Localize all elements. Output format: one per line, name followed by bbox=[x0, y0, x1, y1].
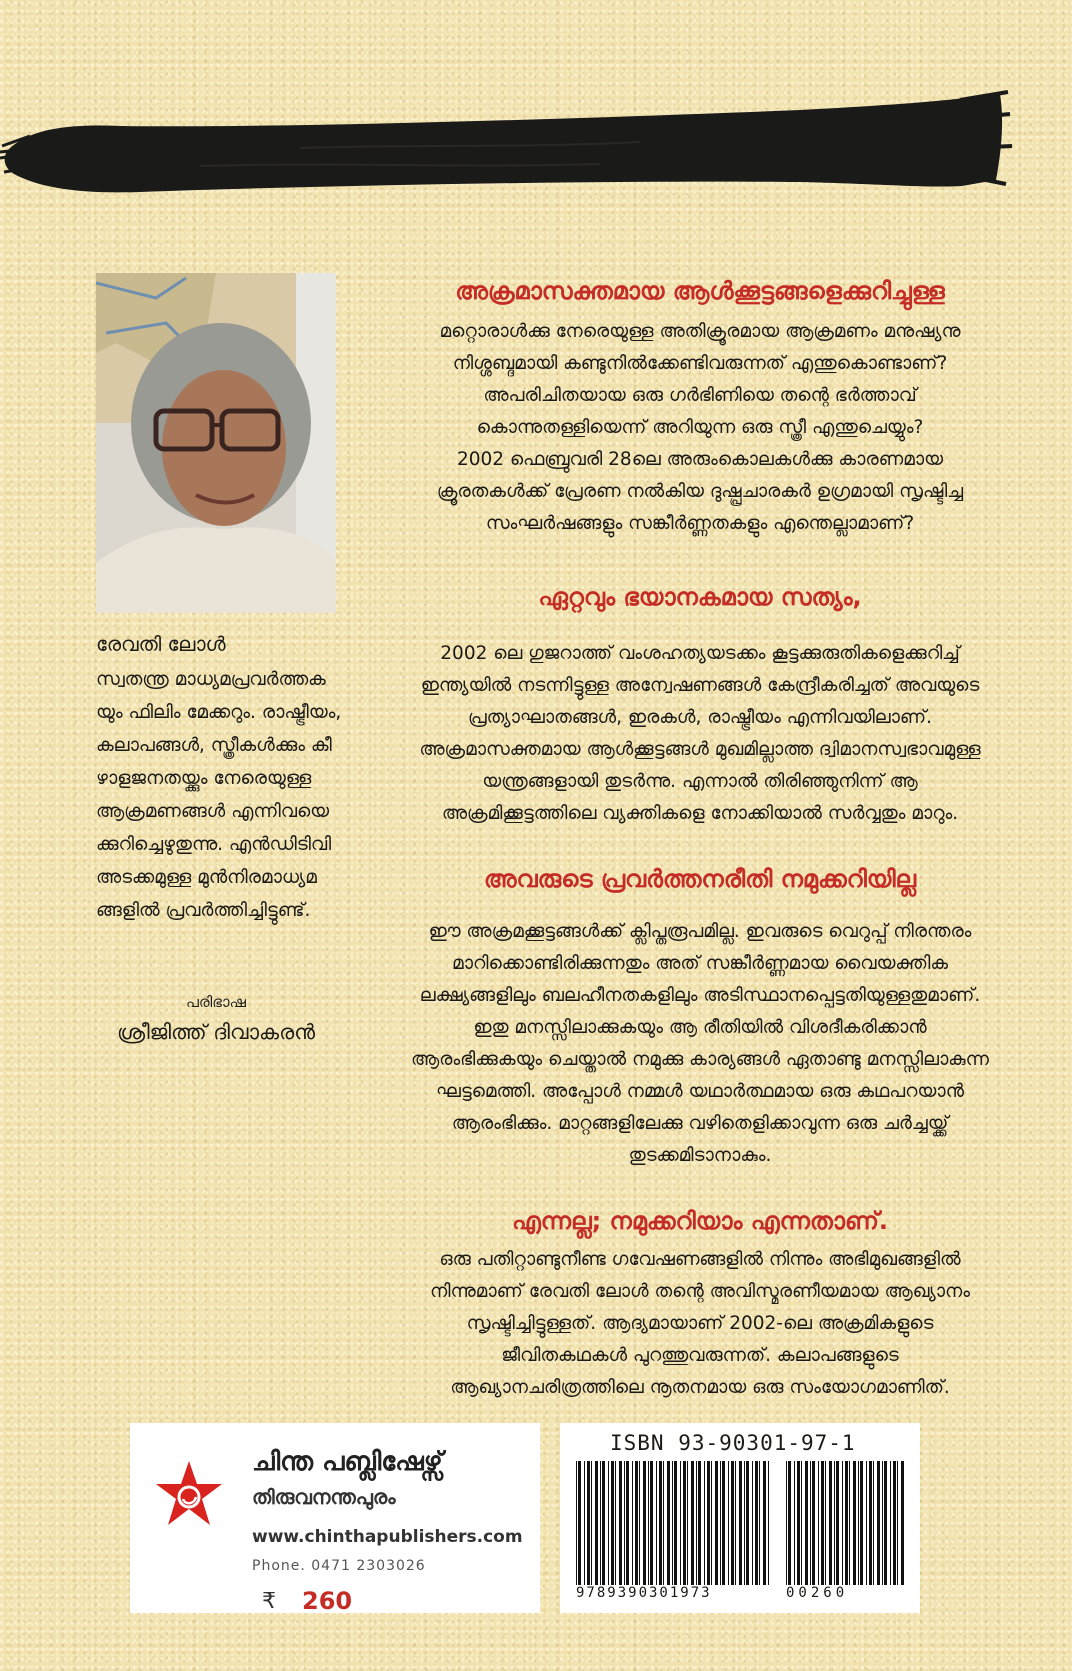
barcode-bar bbox=[759, 1461, 760, 1585]
barcode-bar bbox=[768, 1461, 769, 1585]
barcode-bar bbox=[866, 1461, 867, 1585]
barcode-bar bbox=[897, 1461, 898, 1585]
body-line: 2002 ലെ ഗുജറാത്ത് വംശഹത്യയടക്കം കൂട്ടക്കുരുതികളെക്കുറിച്ച് bbox=[440, 643, 960, 664]
barcode-bar bbox=[715, 1461, 718, 1585]
barcode-box bbox=[560, 1423, 920, 1613]
body-line: കൊന്നുതള്ളിയെന്ന് അറിയുന്ന ഒരു സ്ത്രീ എന്തുചെയ്യും? bbox=[476, 417, 924, 438]
barcode-bar bbox=[704, 1461, 705, 1585]
author-bio-line: അടക്കമുള്ള മുൻനിരമാധ്യമ bbox=[96, 867, 317, 888]
body-line: 2002 ഫെബ്രുവരി 28ലെ അരുംകൊലകൾക്കു കാരണമായ bbox=[456, 449, 944, 470]
barcode-bar bbox=[845, 1461, 848, 1585]
barcode-bar bbox=[794, 1461, 795, 1585]
barcode-bar bbox=[663, 1461, 664, 1585]
body-line: ഈ അക്രമക്കൂട്ടങ്ങൾക്ക് ക്ലിപ്തരൂപമില്ല. ഇവരുടെ വെറുപ്പ് നിരന്തരം bbox=[428, 921, 972, 942]
author-bio-line: ആക്രമണങ്ങൾ എന്നിവയെ bbox=[96, 801, 330, 822]
ean-barcode-icon bbox=[574, 1461, 774, 1585]
barcode-bar bbox=[812, 1461, 815, 1585]
barcode-bar bbox=[626, 1461, 629, 1585]
barcode-bar bbox=[836, 1461, 839, 1585]
barcode-bar bbox=[829, 1461, 832, 1585]
barcode-bar bbox=[672, 1461, 673, 1585]
body-line: ആഖ്യാനചരിത്രത്തിലെ നൂതനമായ ഒരു സംയോഗമാണിത്. bbox=[450, 1377, 950, 1398]
barcode-bar bbox=[680, 1461, 681, 1585]
barcode-bar bbox=[731, 1461, 734, 1585]
barcode-bar bbox=[858, 1461, 859, 1585]
supplement-barcode-icon bbox=[784, 1461, 908, 1585]
barcode-bar bbox=[639, 1461, 640, 1585]
barcode-bar bbox=[650, 1461, 653, 1585]
isbn-text: ISBN 93-90301-97-1 bbox=[610, 1431, 856, 1455]
barcode-bar bbox=[687, 1461, 688, 1585]
ean-digits: 9789390301973 bbox=[576, 1585, 712, 1601]
body-line: സംഘർഷങ്ങളും സങ്കീർണ്ണതകളും എന്തെല്ലാമാണ്? bbox=[485, 513, 915, 534]
body-line: ക്രൂരതകൾക്ക് പ്രേരണ നൽകിയ ദുഷ്പ്രചാരകർ ഉഗ്രമായി സൃഷ്ടിച്ച bbox=[436, 481, 964, 502]
section-heading: അവരുടെ പ്രവർത്തനരീതി നമുക്കറിയില്ല bbox=[483, 865, 917, 893]
body-line: മറ്റൊരാൾക്കു നേരെയുള്ള അതിക്രൂരമായ ആക്രമണം മനുഷ്യനു bbox=[439, 321, 961, 342]
barcode-bar bbox=[584, 1461, 585, 1585]
barcode-bar bbox=[882, 1461, 883, 1585]
section-heading: ഏറ്റവും ഭയാനകമായ സത്യം, bbox=[538, 583, 862, 611]
body-line: നിന്നുമാണ് രേവതി ലോൾ തന്റെ അവിസ്മരണീയമായ ആഖ്യാനം bbox=[430, 1281, 970, 1302]
barcode-bar bbox=[801, 1461, 802, 1585]
barcode-bar bbox=[834, 1461, 835, 1585]
barcode-bar bbox=[849, 1461, 850, 1585]
rupee-symbol: ₹ bbox=[262, 1589, 276, 1614]
barcode-bar bbox=[884, 1461, 887, 1585]
barcode-bar bbox=[624, 1461, 625, 1585]
barcode-bar bbox=[619, 1461, 622, 1585]
barcode-bar bbox=[901, 1461, 904, 1585]
barcode-bar bbox=[722, 1461, 725, 1585]
barcode-bar bbox=[818, 1461, 819, 1585]
publisher-phone: Phone. 0471 2303026 bbox=[252, 1558, 426, 1574]
barcode-bar bbox=[591, 1461, 592, 1585]
section-heading: അക്രമാസക്തമായ ആൾക്കൂട്ടങ്ങളെക്കുറിച്ചുള്ള bbox=[455, 277, 945, 305]
barcode-bar bbox=[755, 1461, 758, 1585]
body-line: അപരിചിതയായ ഒരു ഗർഭിണിയെ തന്റെ ഭർത്താവ് bbox=[483, 385, 917, 406]
barcode-bar bbox=[600, 1461, 601, 1585]
publisher-box bbox=[130, 1423, 540, 1613]
barcode-bar bbox=[696, 1461, 697, 1585]
barcode-bar bbox=[810, 1461, 811, 1585]
body-line: ഇന്ത്യയിൽ നടന്നിട്ടുള്ള അന്വേഷണങ്ങൾ കേന്ദ്രീകരിച്ചത് അവയുടെ bbox=[420, 675, 980, 696]
publisher-website: www.chinthapublishers.com bbox=[252, 1527, 523, 1547]
body-line: പ്രത്യാഘാതങ്ങൾ, ഇരകൾ, രാഷ്ട്രീയം എന്നിവയിലാണ്. bbox=[467, 707, 932, 728]
barcode-bar bbox=[587, 1461, 590, 1585]
author-photo bbox=[96, 273, 336, 613]
body-line: ആരംഭിക്കുകയും ചെയ്താൽ നമുക്കു കാര്യങ്ങൾ ഏതാണ്ടു മനസ്സിലാകുന്ന bbox=[410, 1049, 990, 1070]
barcode-bar bbox=[707, 1461, 710, 1585]
barcode-bar bbox=[805, 1461, 808, 1585]
barcode-bar bbox=[674, 1461, 677, 1585]
barcode-bar bbox=[667, 1461, 670, 1585]
body-line: നിശ്ശബ്ദമായി കണ്ടുനിൽക്കേണ്ടിവരുന്നത് എന്തുകൊണ്ടാണ്? bbox=[452, 353, 948, 374]
body-line: ജീവിതകഥകൾ പുറത്തുവരുന്നത്. കലാപങ്ങളുടെ bbox=[501, 1345, 899, 1366]
barcode-bar bbox=[744, 1461, 745, 1585]
barcode-bar bbox=[893, 1461, 896, 1585]
barcode-bar bbox=[853, 1461, 856, 1585]
body-line: യന്ത്രങ്ങളായി തുടർന്നു. എന്നാൽ തിരിഞ്ഞുനിന്ന് ആ bbox=[482, 771, 918, 792]
author-bio-line: സ്വതന്ത്ര മാധ്യമപ്രവർത്തക bbox=[96, 669, 326, 690]
barcode-bar bbox=[821, 1461, 824, 1585]
author-bio-line: ഴാളജനതയ്ക്കും നേരെയുള്ള bbox=[96, 768, 312, 789]
barcode-bar bbox=[691, 1461, 694, 1585]
barcode-bar bbox=[611, 1461, 614, 1585]
barcode-bar bbox=[659, 1461, 662, 1585]
barcode-bar bbox=[711, 1461, 712, 1585]
translator-label: പരിഭാഷ bbox=[186, 993, 246, 1011]
barcode-bar bbox=[735, 1461, 736, 1585]
barcode-bar bbox=[595, 1461, 598, 1585]
barcode-bar bbox=[615, 1461, 616, 1585]
publisher-city: തിരുവനന്തപുരം bbox=[252, 1485, 396, 1509]
body-line: ഇതു മനസ്സിലാക്കുകയും ആ രീതിയിൽ വിശദീകരിക്കാൻ bbox=[473, 1017, 927, 1038]
body-line: സൃഷ്ടിച്ചിട്ടുള്ളത്. ആദ്യമായാണ് 2002-ലെ അക്രമികളുടെ bbox=[466, 1313, 934, 1334]
barcode-bar bbox=[797, 1461, 800, 1585]
body-line: അക്രമാസക്തമായ ആൾക്കൂട്ടങ്ങൾ മുഖമില്ലാത്ത ദ്വിമാനസ്വഭാവമുള്ള bbox=[419, 739, 981, 760]
barcode-bar bbox=[842, 1461, 843, 1585]
barcode-bar bbox=[786, 1461, 787, 1585]
barcode-bar bbox=[746, 1461, 749, 1585]
blurb-section-4 bbox=[380, 1204, 1020, 1404]
barcode-bar bbox=[739, 1461, 742, 1585]
author-bio-panel bbox=[96, 628, 350, 927]
body-line: മാറിക്കൊണ്ടിരിക്കുന്നതും അത് സങ്കീർണ്ണമായ വൈയക്തിക bbox=[452, 953, 948, 974]
translator-name: ശ്രീജിത്ത് ദിവാകരൻ bbox=[117, 1020, 315, 1044]
barcode-bar bbox=[632, 1461, 633, 1585]
blurb-section-1 bbox=[380, 274, 1020, 540]
barcode-bar bbox=[877, 1461, 880, 1585]
blurb-section-3 bbox=[380, 862, 1020, 1172]
blurb-section-2 bbox=[380, 580, 1020, 830]
barcode-bar bbox=[578, 1461, 581, 1585]
supplement-digits: 00260 bbox=[786, 1585, 849, 1601]
author-name: രേവതി ലോൾ bbox=[96, 632, 226, 656]
barcode-bar bbox=[752, 1461, 753, 1585]
author-bio-line: ക്കുറിച്ചെഴുതുന്നു. എൻഡിടിവി bbox=[96, 834, 332, 855]
body-line: ലക്ഷ്യങ്ങളിലും ബലഹീനതകളിലും അടിസ്ഥാനപ്പെട്ടതിയുള്ളതുമാണ്. bbox=[419, 985, 981, 1006]
barcode-bar bbox=[602, 1461, 605, 1585]
barcode-bar bbox=[656, 1461, 657, 1585]
author-bio-line: ങ്ങളിൽ പ്രവർത്തിച്ചിട്ടുണ്ട്. bbox=[96, 900, 311, 921]
section-heading: എന്നല്ല; നമുക്കറിയാം എന്നതാണ്. bbox=[511, 1207, 889, 1235]
barcode-bar bbox=[825, 1461, 826, 1585]
barcode-bar bbox=[608, 1461, 609, 1585]
body-line: തുടക്കമിടാനാകും. bbox=[628, 1145, 772, 1166]
barcode-bar bbox=[873, 1461, 874, 1585]
barcode-bar bbox=[869, 1461, 872, 1585]
barcode-bar bbox=[635, 1461, 638, 1585]
barcode-bar bbox=[890, 1461, 891, 1585]
price: 260 bbox=[302, 1587, 353, 1615]
barcode-bar bbox=[648, 1461, 649, 1585]
body-line: ആരംഭിക്കും. മാറ്റങ്ങളിലേക്കു വഴിതെളിക്കാവുന്ന ഒരു ചർച്ചയ്ക്ക് bbox=[451, 1113, 949, 1134]
publisher-name: ചിന്ത പബ്ലിഷേഴ്സ് bbox=[252, 1447, 443, 1477]
barcode-bar bbox=[698, 1461, 701, 1585]
barcode-bar bbox=[788, 1461, 791, 1585]
author-bio-line: കലാപങ്ങൾ, സ്ത്രീകൾക്കും കീ bbox=[96, 735, 332, 756]
barcode-bar bbox=[860, 1461, 863, 1585]
barcode-bar bbox=[576, 1461, 577, 1585]
barcode-bar bbox=[683, 1461, 686, 1585]
barcode-bar bbox=[643, 1461, 646, 1585]
body-line: ഘട്ടമെത്തി. അപ്പോൾ നമ്മൾ യഥാർത്ഥമായ ഒരു കഥപറയാൻ bbox=[436, 1081, 964, 1102]
body-line: അക്രമിക്കൂട്ടത്തിലെ വ്യക്തികളെ നോക്കിയാൽ സർവ്വതും മാറും. bbox=[441, 803, 959, 824]
body-line: ഒരു പതിറ്റാണ്ടുനീണ്ട ഗവേഷണങ്ങളിൽ നിന്നും അഭിമുഖങ്ങളിൽ bbox=[439, 1249, 961, 1270]
author-bio-line: യും ഫിലിം മേക്കറും. രാഷ്ട്രീയം, bbox=[96, 702, 342, 723]
barcode-bar bbox=[763, 1461, 766, 1585]
brush-stroke-graphic bbox=[0, 88, 1072, 208]
star-logo-icon bbox=[154, 1459, 224, 1529]
barcode-bar bbox=[728, 1461, 729, 1585]
barcode-bar bbox=[720, 1461, 721, 1585]
